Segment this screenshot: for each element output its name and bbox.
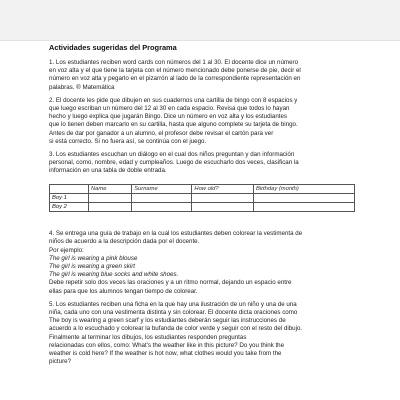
activity-3	[49, 151, 355, 176]
table-cell	[89, 193, 132, 202]
activity-4-line: ellas para que los alumnos tengan tiempo de colorear.	[49, 287, 198, 295]
activity-2-line: si está correcto. Si no fuera así, se continúa con el juego.	[49, 137, 207, 145]
activity-5-line: acuerdo a lo escuchado y colorear la bufanda de color verde y seguir con el resto del dibujo.	[49, 325, 303, 333]
activity-3-line: personal, como, nombre, edad y cumpleaños. Luego de escucharlo dos veces, clasifican la	[49, 159, 299, 167]
activity-5-line: relacionadas con ellos, como: What's the weather like in this picture? Do you think the	[49, 341, 285, 349]
example-sentence: The girl is wearing a green skirt	[49, 263, 135, 271]
activity-4-line: 4. Se entrega una guía de trabajo en la cual los estudiantes deben colorear la vestimenta de	[49, 230, 303, 238]
activity-4-line: Debe repetir solo dos veces las oraciones y a un ritmo normal, dejando un espacio entre	[49, 279, 292, 287]
table-header-cell: Birthday (month)	[253, 184, 354, 193]
table-cell	[253, 193, 354, 202]
activity-1-line: número en voz alta y pegarlo en el pizarrón al lado de la correspondiente representación en	[49, 75, 301, 83]
activity-2	[49, 97, 355, 146]
activity-2-line: 2. El docente les pide que dibujen en sus cuadernos una cartilla de bingo con 8 espacios y	[49, 96, 298, 104]
activity-5	[49, 301, 355, 367]
table-header-row	[50, 184, 355, 193]
activity-2-line: Antes de dar por ganador a un alumno, el profesor debe revisar el cartón para ver	[49, 129, 274, 137]
table-cell	[192, 193, 254, 202]
document-body	[49, 43, 355, 372]
activity-5-line: niña, cada uno con una vestimenta distinta y sin colorear. El docente dicta oraciones como	[49, 309, 298, 317]
activity-5-line: picture?	[49, 358, 72, 366]
example-sentence: The girl is wearing a pink blouse	[49, 254, 138, 262]
table-cell	[132, 193, 192, 202]
activity-4-line: Por ejemplo:	[49, 246, 84, 254]
activity-1	[49, 59, 355, 92]
activity-1-line: 1. Los estudiantes reciben word cards con números del 1 al 30. El docente dice un número	[49, 59, 299, 66]
activity-4	[49, 230, 355, 296]
activity-2-line: que luego escriban un número del 12 al 30 en cada espacio. Revisa que todos lo hayan	[49, 105, 290, 113]
section-title: Actividades sugeridas del Programa	[49, 43, 177, 52]
activity-5-line: weather is cold here? If the weather is hot now, what clothes would you take from the	[49, 350, 282, 358]
table-row	[50, 203, 355, 212]
table-cell	[253, 203, 354, 212]
table-header-cell	[50, 184, 89, 193]
table-cell	[132, 203, 192, 212]
info-table	[49, 184, 355, 213]
table-cell	[89, 203, 132, 212]
table-row-label: Boy 1	[50, 193, 89, 202]
activity-5-line: 5. Los estudiantes reciben una ficha en la que hay una ilustración de un niño y una de una	[49, 300, 297, 308]
table-header-cell: Name	[89, 184, 132, 193]
activity-4-line: niños de acuerdo a la descripción dada por el docente.	[49, 238, 200, 246]
activity-2-line: hecho y luego explica que jugarán Bingo. Dice un número en voz alta y los estudiantes	[49, 113, 288, 121]
activity-1-line: en voz alta y el que tiene la tarjeta con el número mencionado debe ponerse de pie, decir el	[49, 67, 301, 75]
example-sentence: The girl is wearing blue socks and white shoes.	[49, 271, 179, 279]
top-margin-band	[0, 0, 400, 41]
activity-2-line: que lo tienen deben marcarlo en su cartilla, hasta que alguno complete su tarjeta de bingo.	[49, 121, 298, 129]
table-row	[50, 193, 355, 202]
activity-3-line: 3. Los estudiantes escuchan un diálogo en el cual dos niños preguntan y dan información	[49, 151, 295, 159]
activity-3-line: información en una tabla de doble entrada.	[49, 167, 167, 175]
table-cell	[192, 203, 254, 212]
activity-5-line: The boy is wearing a green scarf y los estudiantes deberán seguir las instrucciones de	[49, 317, 286, 325]
table-header-cell: Surname	[132, 184, 192, 193]
table-header-cell: How old?	[192, 184, 254, 193]
activity-5-line: Finalmente al terminar los dibujos, los estudiantes responden preguntas	[49, 333, 247, 341]
activity-1-line: palabras. ® Matemática	[49, 83, 115, 91]
table-row-label: Boy 2	[50, 203, 89, 212]
